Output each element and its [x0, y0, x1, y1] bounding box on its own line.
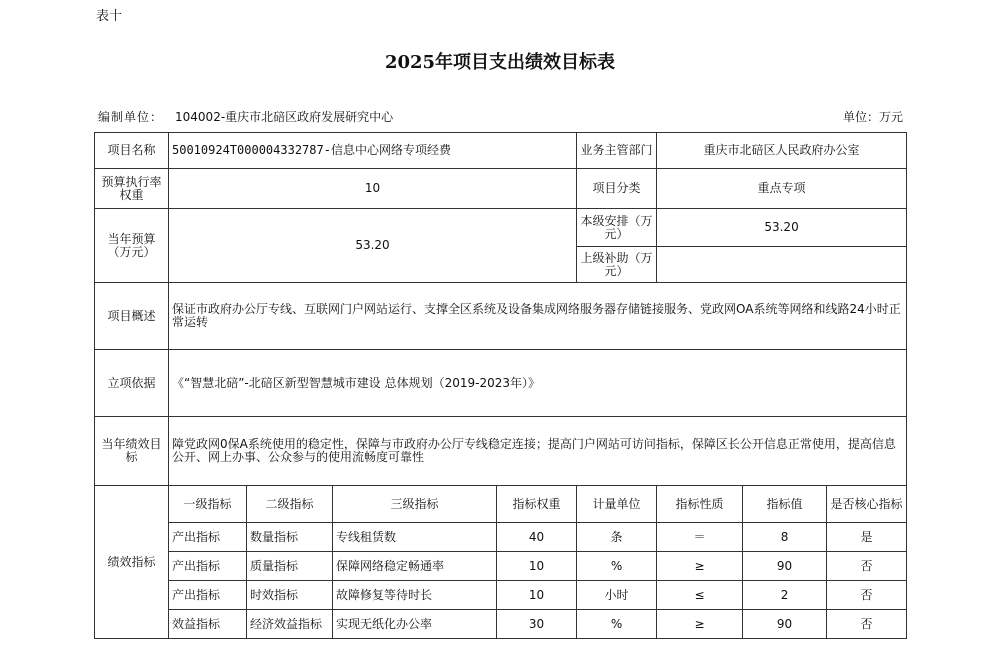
basis-value: 《“智慧北碚”-北碚区新型智慧城市建设 总体规划（2019-2023年）》 [169, 350, 907, 417]
category-label: 项目分类 [577, 169, 657, 209]
row4-nature: ≥ [657, 610, 743, 639]
row4-unit: % [577, 610, 657, 639]
row1-unit: 条 [577, 523, 657, 552]
row2-level1: 产出指标 [169, 552, 247, 581]
row1-level2: 数量指标 [247, 523, 333, 552]
row1-level1: 产出指标 [169, 523, 247, 552]
weight-value: 10 [169, 169, 577, 209]
project-name-label: 项目名称 [95, 133, 169, 169]
weight-label: 预算执行率权重 [95, 169, 169, 209]
basis-label: 立项依据 [95, 350, 169, 417]
indicators-label: 绩效指标 [95, 486, 169, 639]
row3-core: 否 [827, 581, 907, 610]
goal-value: 障党政网0保A系统使用的稳定性，保障与市政府办公厅专线稳定连接；提高门户网站可访问指标，保障区长公开信息正常使用，提高信息公开、网上办事、公众参与的使用流畅度可靠性 [169, 417, 907, 486]
row3-value: 2 [743, 581, 827, 610]
overview-value: 保证市政府办公厅专线、互联网门户网站运行、支撑全区系统及设备集成网络服务器存储链接服务、党政网OA系统等网络和线路24小时正常运转 [169, 283, 907, 350]
overview-label: 项目概述 [95, 283, 169, 350]
budget-value: 53.20 [169, 209, 577, 283]
row1-weight: 40 [497, 523, 577, 552]
upper-subsidy-value [657, 247, 907, 283]
row2-weight: 10 [497, 552, 577, 581]
row4-weight: 30 [497, 610, 577, 639]
table-row [95, 610, 907, 639]
row2-unit: % [577, 552, 657, 581]
header-core: 是否核心指标 [827, 486, 907, 523]
header-unit: 计量单位 [577, 486, 657, 523]
row4-level1: 效益指标 [169, 610, 247, 639]
budget-label: 当年预算（万元） [95, 209, 169, 283]
row2-value: 90 [743, 552, 827, 581]
row3-weight: 10 [497, 581, 577, 610]
page-title: 2025年项目支出绩效目标表 [384, 52, 616, 73]
local-budget-value: 53.20 [657, 209, 907, 247]
row1-nature: ＝ [657, 523, 743, 552]
dept-value: 重庆市北碚区人民政府办公室 [657, 133, 907, 169]
row3-nature: ≤ [657, 581, 743, 610]
unit-label: 单位：万元 [842, 110, 903, 124]
header-level2: 二级指标 [247, 486, 333, 523]
row2-core: 否 [827, 552, 907, 581]
compiler-label: 编制单位： [98, 110, 164, 124]
row2-level2: 质量指标 [247, 552, 333, 581]
table-number-label: 表十 [96, 9, 123, 24]
row4-value: 90 [743, 610, 827, 639]
table-row [95, 581, 907, 610]
row3-level1: 产出指标 [169, 581, 247, 610]
row4-level3: 实现无纸化办公率 [333, 610, 497, 639]
row4-level2: 经济效益指标 [247, 610, 333, 639]
row2-level3: 保障网络稳定畅通率 [333, 552, 497, 581]
category-value: 重点专项 [657, 169, 907, 209]
local-budget-label: 本级安排（万元） [577, 209, 657, 247]
header-weight: 指标权重 [497, 486, 577, 523]
row2-nature: ≥ [657, 552, 743, 581]
compiler-info [98, 108, 393, 125]
dept-label: 业务主管部门 [577, 133, 657, 169]
header-level1: 一级指标 [169, 486, 247, 523]
performance-table [94, 132, 907, 639]
row1-value: 8 [743, 523, 827, 552]
table-row [95, 523, 907, 552]
header-level3: 三级指标 [333, 486, 497, 523]
row3-level2: 时效指标 [247, 581, 333, 610]
row3-unit: 小时 [577, 581, 657, 610]
compiler-value: 104002-重庆市北碚区政府发展研究中心 [175, 110, 394, 124]
row3-level3: 故障修复等待时长 [333, 581, 497, 610]
goal-label: 当年绩效目标 [95, 417, 169, 486]
upper-subsidy-label: 上级补助（万元） [577, 247, 657, 283]
project-name-value: 50010924T000004332787-信息中心网络专项经费 [169, 133, 577, 169]
header-value: 指标值 [743, 486, 827, 523]
row1-level3: 专线租赁数 [333, 523, 497, 552]
header-nature: 指标性质 [657, 486, 743, 523]
row4-core: 否 [827, 610, 907, 639]
row1-core: 是 [827, 523, 907, 552]
table-row [95, 552, 907, 581]
